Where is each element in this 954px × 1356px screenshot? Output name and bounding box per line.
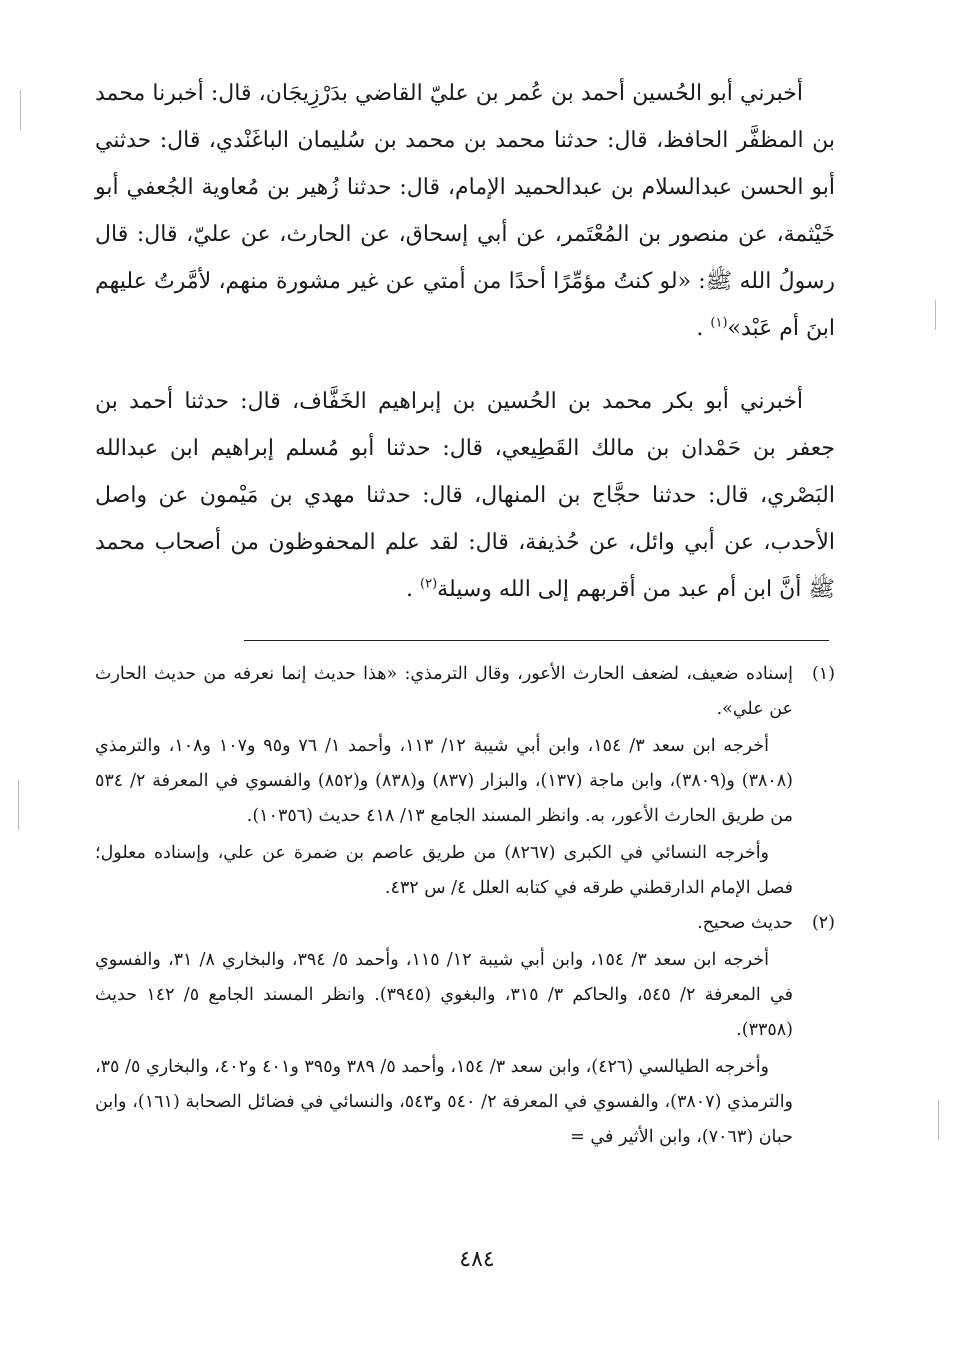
scan-speck [20, 90, 21, 130]
footnote-1-body [95, 657, 793, 906]
footnotes [95, 657, 835, 1155]
scan-speck [938, 1100, 939, 1140]
footnote-2 [95, 906, 835, 1155]
footnote-2-line-1: حديث صحيح. [697, 913, 793, 933]
paragraph-1 [95, 70, 835, 352]
scan-speck [935, 300, 936, 330]
main-text [95, 70, 835, 613]
paragraph-2-end: . [406, 577, 414, 602]
scan-speck [18, 780, 19, 830]
page-number: ٤٨٤ [459, 1247, 495, 1272]
footnote-1-line-3: وأخرجه النسائي في الكبرى (٨٢٦٧) من طريق عاصم بن ضمرة عن علي، وإسناده معلول؛ فصل الإمام الدارقطني طرقه في كتابه العلل ٤/ س ٤٣٢. [95, 843, 793, 898]
footnote-2-body [95, 906, 793, 1155]
footnote-2-line-3: وأخرجه الطيالسي (٤٢٦)، وابن سعد ٣/ ١٥٤، وأحمد ٥/ ٣٨٩ و٣٩٥ و٤٠١ و٤٠٢، والبخاري ٥/ ٣٥، والترمذي (٣٨٠٧)، والفسوي في المعرفة ٢/ ٥٤٠ و٥٤٣، والنسائي في فضائل الصحابة (١٦١)، وابن حبان (٧٠٦٣)، وابن الأثير في = [95, 1057, 794, 1147]
footnote-ref-1: (١) [710, 315, 728, 331]
paragraph-1-end: . [696, 316, 704, 341]
footnote-separator [244, 640, 829, 641]
footnote-2-line-2: أخرجه ابن سعد ٣/ ١٥٤، وابن أبي شيبة ١٢/ ١١٥، وأحمد ٥/ ٣٩٤، والبخاري ٨/ ٣١، والفسوي في المعرفة ٢/ ٥٤٥، والحاكم ٣/ ٣١٥، والبغوي (٣٩٤٥). وانظر المسند الجامع ٥/ ١٤٢ حديث (٣٣٥٨). [95, 950, 794, 1040]
footnote-1 [95, 657, 835, 906]
paragraph-2 [95, 378, 835, 613]
footnote-1-number: (١) [811, 664, 835, 684]
paragraph-2-text: أخبرني أبو بكر محمد بن الحُسين بن إبراهيم الخَفَّاف، قال: حدثنا أحمد بن جعفر بن حَمْدان بن مالك القَطِيعي، قال: حدثنا أبو مُسلم إبراهيم ابن عبدالله البَصْري، قال: حدثنا حجَّاج بن المنهال، قال: حدثنا مهدي بن مَيْمون عن واصل الأحدب، عن أبي وائل، عن حُذيفة، قال: لقد علم المحفوظون من أصحاب محمد ﷺ أنَّ ابن أم عبد من أقربهم إلى الله وسيلة [95, 389, 835, 602]
footnote-ref-2: (٢) [420, 576, 438, 592]
paragraph-1-text: أخبرني أبو الحُسين أحمد بن عُمر بن عليّ القاضي بدَرْزِيجَان، قال: أخبرنا محمد بن المظفَّر الحافظ، قال: حدثنا محمد بن محمد بن سُليمان الباغَنْدي، قال: حدثني أبو الحسن عبدالسلام بن عبدالحميد الإمام، قال: حدثنا زُهير بن مُعاوية الجُعفي أبو خَيْثمة، عن منصور بن المُعْتَمر، عن أبي إسحاق، عن الحارث، عن عليّ، قال: قال رسولُ الله ﷺ: «لو كنتُ مؤمِّرًا أحدًا من أمتي عن غير مشورة منهم، لأمَّرتُ عليهم ابنَ أم عَبْد» [95, 81, 835, 341]
footnote-1-line-1: إسناده ضعيف، لضعف الحارث الأعور، وقال الترمذي: «هذا حديث إنما نعرفه من حديث الحارث عن علي». [95, 664, 793, 719]
footnote-2-number: (٢) [811, 913, 835, 933]
footnote-1-line-2: أخرجه ابن سعد ٣/ ١٥٤، وابن أبي شيبة ١٢/ ١١٣، وأحمد ١/ ٧٦ و٩٥ و١٠٧ و١٠٨، والترمذي (٣٨٠٨) و(٣٨٠٩)، وابن ماجة (١٣٧)، والبزار (٨٣٧) و(٨٣٨) و(٨٥٢) والفسوي في المعرفة ٢/ ٥٣٤ من طريق الحارث الأعور، به. وانظر المسند الجامع ١٣/ ٤١٨ حديث (١٠٣٥٦). [95, 736, 793, 826]
